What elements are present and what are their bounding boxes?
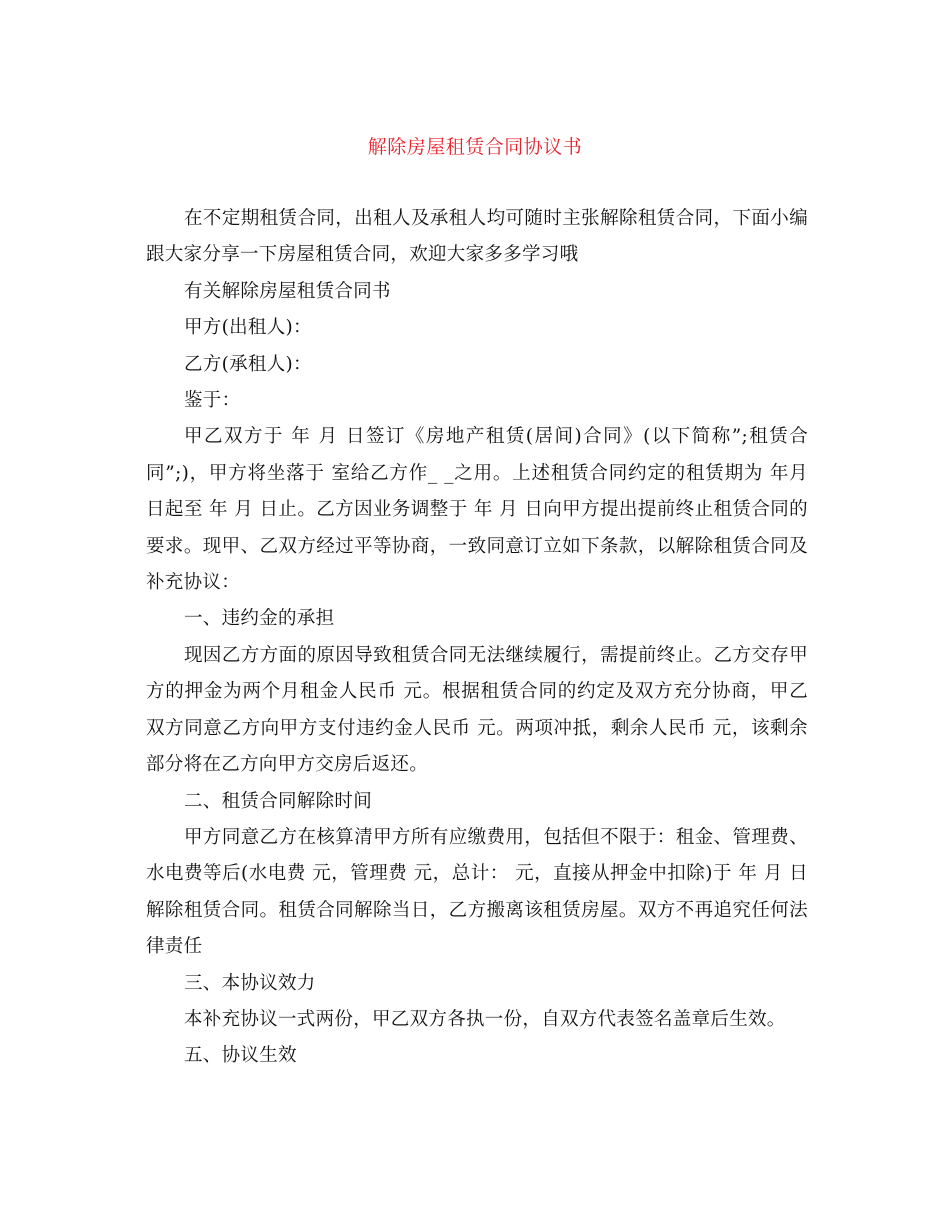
whereas-label: 鉴于： (184, 390, 241, 412)
section-3-heading: 三、本协议效力 (184, 972, 316, 994)
contract-heading: 有关解除房屋租赁合同书 (184, 280, 391, 302)
party-a-line: 甲方(出租人)： (184, 317, 312, 339)
document-body (146, 201, 808, 1075)
document-title: 解除房屋租赁合同协议书 (367, 136, 583, 158)
intro-paragraph: 在不定期租赁合同，出租人及承租人均可随时主张解除租赁合同，下面小编跟大家分享一下房屋租赁合同，欢迎大家多多学习哦 (146, 208, 808, 266)
section-5-heading: 五、协议生效 (184, 1045, 297, 1067)
section-1-heading: 一、违约金的承担 (184, 608, 335, 630)
section-3-paragraph: 本补充协议一式两份，甲乙双方各执一份，自双方代表签名盖章后生效。 (184, 1008, 786, 1030)
section-1-paragraph: 现因乙方方面的原因导致租赁合同无法继续履行，需提前终止。乙方交存甲方的押金为两个月租金人民币 元。根据租赁合同的约定及双方充分协商，甲乙双方同意乙方向甲方支付违约金人民币 元。两项冲抵，剩余人民币 元，该剩余部分将在乙方向甲方交房后返还。 (146, 644, 808, 776)
party-b-line: 乙方(承租人)： (184, 353, 312, 375)
section-2-paragraph: 甲方同意乙方在核算清甲方所有应缴费用，包括但不限于：租金、管理费、水电费等后(水电费 元，管理费 元，总计： 元，直接从押金中扣除)于 年 月 日解除租赁合同。租赁合同解除当日，乙方搬离该租赁房屋。双方不再追究任何法律责任 (146, 826, 808, 958)
background-paragraph: 甲乙双方于 年 月 日签订《房地产租赁(居间)合同》(以下简称”;租赁合同”;)，甲方将坐落于 室给乙方作_ _之用。上述租赁合同约定的租赁期为 年月日起至 年 月 日止。乙方因业务调整于 年 月 日向甲方提出提前终止租赁合同的要求。现甲、乙双方经过平等协商，一致同意订立如下条款，以解除租赁合同及补充协议： (146, 426, 808, 594)
section-2-heading: 二、租赁合同解除时间 (184, 790, 373, 812)
